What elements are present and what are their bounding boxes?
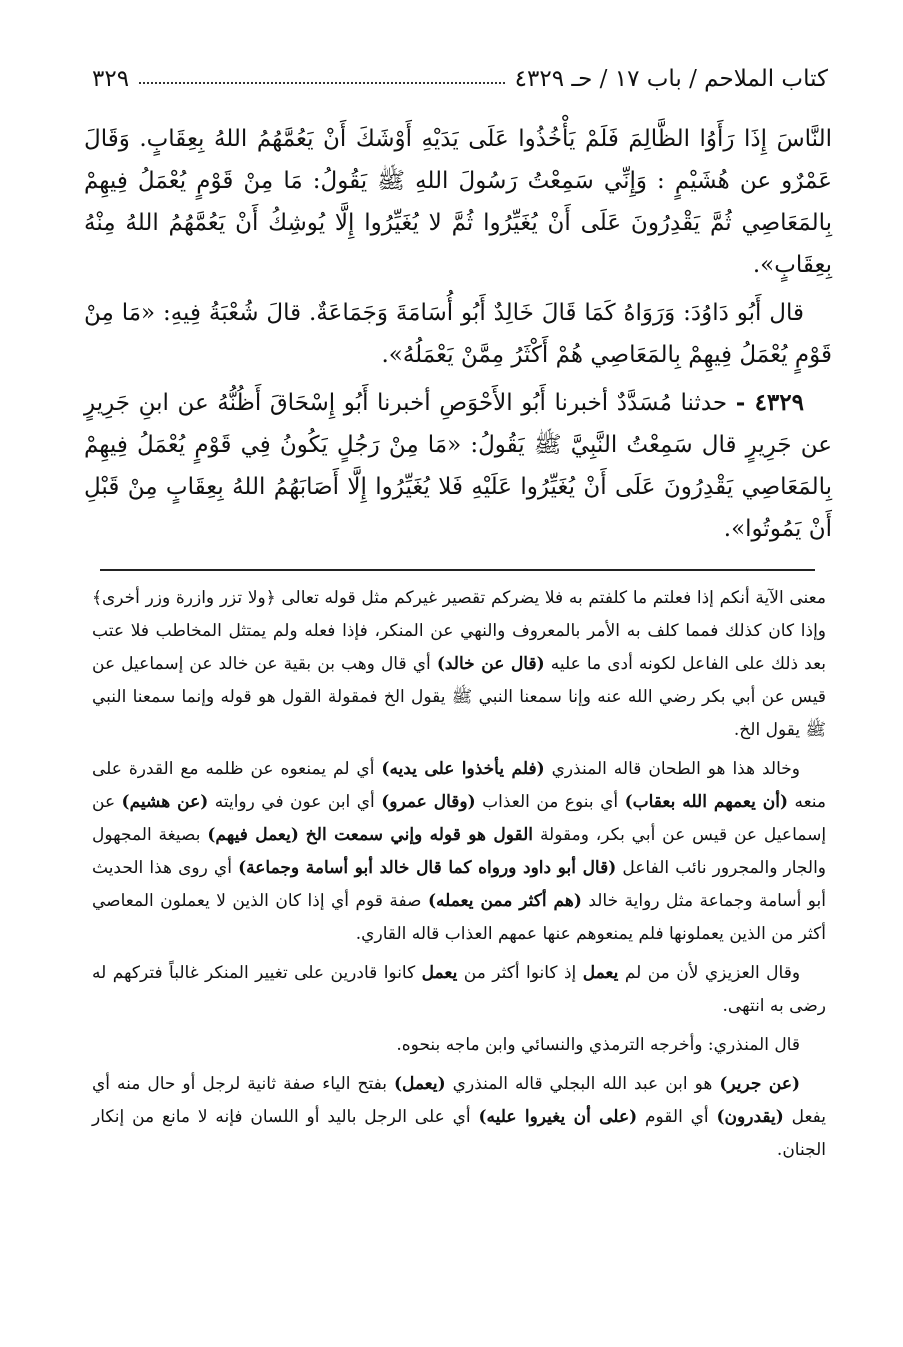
commentary-text: أي لم يمنعوه عن ظلمه مع القدرة على منعه <box>92 759 827 812</box>
commentary-text: أي قال وهب بن بقية عن خالد عن إسماعيل عن قيس عن أبي بكر رضي الله عنه وإنا سمعنا النبي ﷺ يقول الخ فمقولة القول هو قوله وإنما سمعنا النبي ﷺ يقول الخ. <box>92 654 826 740</box>
commentary-text: بفتح الياء صفة ثانية لرجل أو حال منه أي يفعل <box>92 1074 827 1127</box>
hadith-4329-text: حدثنا مُسَدَّدٌ أخبرنا أَبُو الأَحْوَصِ أخبرنا أَبُو إِسْحَاقَ أَظُنُّهُ عن ابنِ جَرِيرٍ عن جَرِيرٍ قال سَمِعْتُ النَّبِيَّ ﷺ يَقُولُ: «مَا مِنْ رَجُلٍ يَكُونُ فِي قَوْمٍ يُعْمَلُ فِيهِمْ بِالمَعَاصِي يَقْدِرُونَ عَلَى أَنْ يُغَيِّرُوا عَلَيْهِ فَلا يُغَيِّرُوا إِلَّا أَصَابَهُمُ اللهُ بِعِقَابٍ مِنْ قَبْلِ أَنْ يَمُوتُوا». <box>84 390 832 542</box>
commentary-text: أي القوم <box>644 1107 709 1127</box>
commentary-paragraph-3 <box>92 957 826 1023</box>
commentary-lemma: (عن جرير) <box>719 1074 801 1094</box>
hadith-text <box>84 118 832 550</box>
commentary-paragraph-2 <box>92 753 826 951</box>
page-number: ٣٢٩ <box>92 66 130 92</box>
footnote-divider <box>100 569 815 571</box>
hadith-4329 <box>84 382 832 550</box>
commentary-text: أي روى هذا الحديث أبو أسامة وجماعة مثل رواية خالد <box>92 858 827 911</box>
commentary-lemma: القول هو قوله وإني سمعت الخ <box>305 825 534 845</box>
commentary-text: عن إسماعيل عن قيس عن أبي بكر، ومقولة <box>92 792 827 845</box>
commentary-lemma: يعمل <box>582 963 619 983</box>
commentary-lemma: (وقال عمرو) <box>381 792 476 812</box>
header-dotted-leader <box>139 82 505 84</box>
commentary-lemma: (على أن يغيروا عليه) <box>478 1107 638 1127</box>
commentary-text: معنى الآية أنكم إذا فعلتم ما كلفتم به فلا يضركم تقصير غيركم مثل قوله تعالى ﴿ولا تزر وازرة وزر أخرى﴾ وإذا كان كذلك فمما كلف به الأمر بالمعروف والنهي عن المنكر، فإذا فعله ولم يمتثل المخاطب فلا عتب بعد ذلك على الفاعل لكونه أدى ما عليه <box>92 588 827 674</box>
commentary-text: كانوا قادرين على تغيير المنكر غالباً فتركهم له رضى به انتهى. <box>92 963 826 1016</box>
commentary-lemma: (يعمل) <box>393 1074 446 1094</box>
commentary-text: وقال العزيزي لأن من لم <box>624 963 801 983</box>
page-header <box>92 62 828 96</box>
hadith-continuation: النَّاسَ إِذَا رَأَوُا الظَّالِمَ فَلَمْ يَأْخُذُوا عَلَى يَدَيْهِ أَوْشَكَ أَنْ يَعُمَّهُمُ اللهُ بِعِقَابٍ. وَقَالَ عَمْرٌو عن هُشَيْمٍ : وَإِنِّي سَمِعْتُ رَسُولَ اللهِ ﷺ يَقُولُ: مَا مِنْ قَوْمٍ يُعْمَلُ فِيهِمْ بِالمَعَاصِي ثُمَّ يَقْدِرُونَ عَلَى أَنْ يُغَيِّرُوا ثُمَّ لا يُغَيِّرُوا إِلَّا يُوشِكُ أَنْ يَعُمَّهُمُ اللهُ مِنْهُ بِعِقَابٍ». <box>84 126 832 278</box>
commentary-lemma: (يعمل فيهم) <box>207 825 299 845</box>
running-title: كتاب الملاحم / باب ١٧ / حـ ٤٣٢٩ <box>514 66 828 92</box>
commentary-text: صفة قوم أي إذا كان الذين لا يعملون المعاصي أكثر من الذين يعملونها فلم يمنعوهم عنها عمهم العذاب قاله القاري. <box>92 891 826 944</box>
commentary-lemma: (فلم يأخذوا على يديه) <box>381 759 545 779</box>
commentary-paragraph-5 <box>92 1068 826 1167</box>
hadith-number: ٤٣٢٩ - <box>735 389 804 416</box>
commentary-text: أي ابن عون في روايته <box>214 792 375 812</box>
commentary-paragraph-4: قال المنذري: وأخرجه الترمذي والنسائي وابن ماجه بنحوه. <box>396 1035 800 1055</box>
commentary-lemma: (قال عن خالد) <box>436 654 545 674</box>
abu-dawud-note: قال أَبُو دَاوُدَ: وَرَوَاهُ كَمَا قَالَ خَالِدٌ أَبُو أُسَامَةَ وَجَمَاعَةٌ. قالَ شُعْبَةُ فِيهِ: «مَا مِنْ قَوْمٍ يُعْمَلُ فِيهِمْ بِالمَعَاصِي هُمْ أَكْثَرُ مِمَّنْ يَعْمَلُهُ». <box>84 300 832 368</box>
commentary-text: إذ كانوا أكثر من <box>463 963 577 983</box>
commentary <box>92 582 826 1173</box>
commentary-text: وخالد هذا هو الطحان قاله المنذري <box>551 759 800 779</box>
commentary-lemma: (قال أبو داود ورواه كما قال خالد أبو أسامة وجماعة) <box>238 858 617 878</box>
commentary-text: بصيغة المجهول والجار والمجرور نائب الفاعل <box>92 825 826 878</box>
commentary-paragraph-1 <box>92 582 826 747</box>
commentary-text: أي بنوع من العذاب <box>482 792 619 812</box>
commentary-text: أي على الرجل باليد أو اللسان فإنه لا مانع من إنكار الجنان. <box>92 1107 826 1160</box>
commentary-lemma: (يقدرون) <box>716 1107 784 1127</box>
commentary-text: هو ابن عبد الله البجلي قاله المنذري <box>452 1074 713 1094</box>
commentary-lemma: (عن هشيم) <box>121 792 209 812</box>
commentary-lemma: يعمل <box>421 963 458 983</box>
commentary-lemma: (هم أكثر ممن يعمله) <box>427 891 582 911</box>
commentary-lemma: (أن يعمهم الله بعقاب) <box>624 792 789 812</box>
